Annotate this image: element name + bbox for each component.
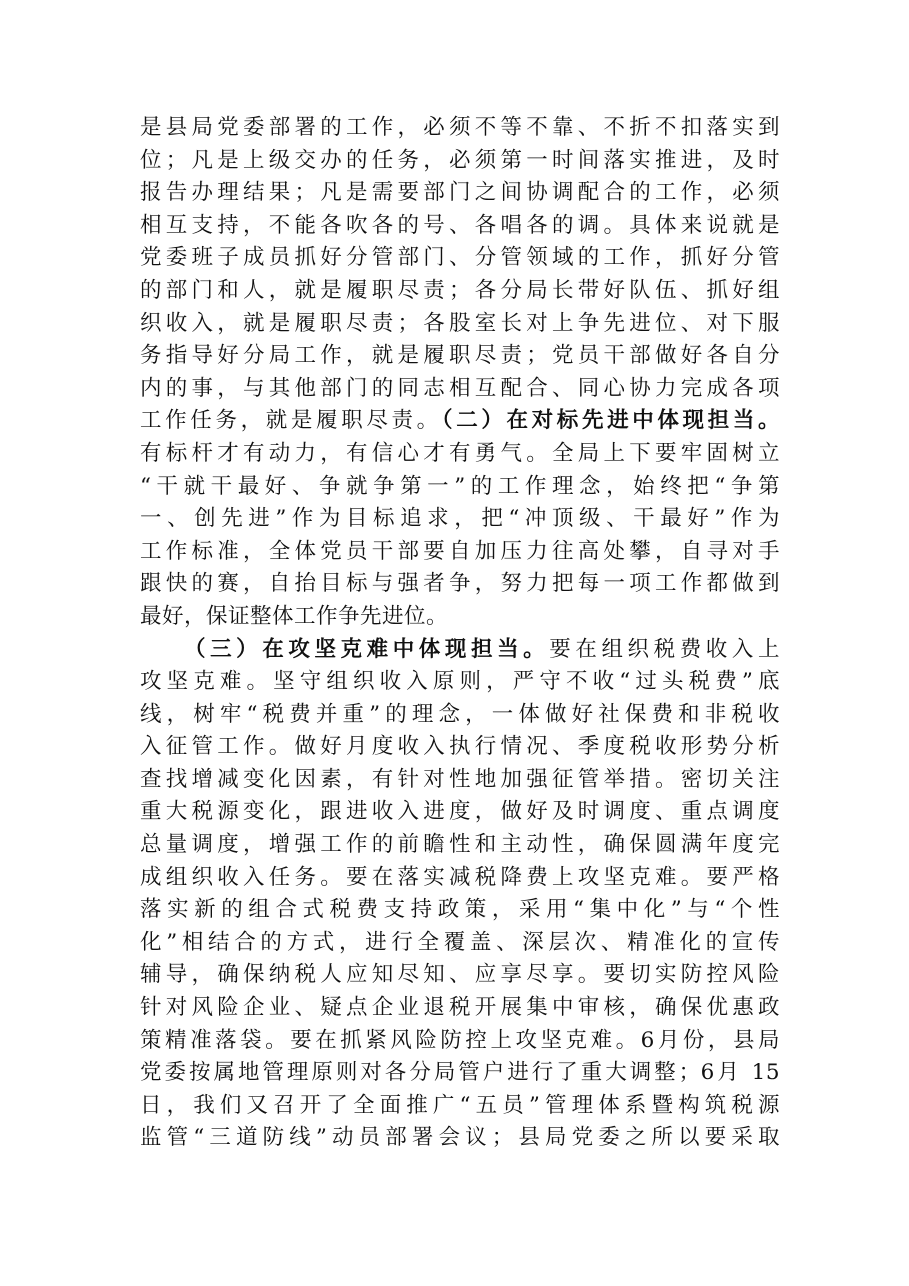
text-line [140, 275, 780, 308]
body-text-segment: 监管“三道防线”动员部署会议；县局党委之所以要采取 [140, 1125, 780, 1151]
body-text-segment: 务指导好分局工作，就是履职尽责；党员干部做好各自分 [140, 343, 780, 369]
body-text-segment: 报告办理结果；凡是需要部门之间协调配合的工作，必须 [140, 180, 780, 206]
body-text-segment: 重大税源变化，跟进收入进度，做好及时调度、重点调度 [140, 799, 780, 825]
body-text-segment: 总量调度，增强工作的前瞻性和主动性，确保圆满年度完 [140, 832, 780, 858]
text-line [140, 829, 780, 862]
text-line [140, 992, 780, 1025]
text-line [140, 959, 780, 992]
text-line [140, 1057, 780, 1090]
bold-heading-text: （三）在攻坚克难中体现担当。 [184, 636, 550, 662]
body-text-segment: 跟快的赛，自抬目标与强者争，努力把每一项工作都做到 [140, 571, 780, 597]
text-line [140, 308, 780, 341]
text-line [140, 112, 780, 145]
text-line [140, 666, 780, 699]
body-text-segment: 位；凡是上级交办的任务，必须第一时间落实推进，及时 [140, 147, 780, 173]
text-line [140, 601, 780, 634]
body-text-segment: 日，我们又召开了全面推广“五员”管理体系暨构筑税源 [140, 1092, 780, 1118]
body-text-segment: 针对风险企业、疑点企业退税开展集中审核，确保优惠政 [140, 995, 780, 1021]
body-text-segment: 成组织收入任务。要在落实减税降费上攻坚克难。要严格 [140, 864, 780, 890]
body-text-segment: 工作任务，就是履职尽责。 [140, 408, 442, 434]
text-line [140, 1122, 780, 1155]
body-text-segment: 织收入，就是履职尽责；各股室长对上争先进位、对下服 [140, 310, 780, 336]
text-line [140, 699, 780, 732]
body-text-segment: 党委按属地管理原则对各分局管户进行了重大调整；6月 15 [140, 1060, 780, 1086]
text-line [140, 568, 780, 601]
body-text-segment: 线，树牢“税费并重”的理念，一体做好社保费和非税收 [140, 701, 780, 727]
text-line [140, 796, 780, 829]
body-text-segment: 的部门和人，就是履职尽责；各分局长带好队伍、抓好组 [140, 277, 780, 303]
body-text [140, 112, 780, 1155]
body-text-segment: 要在组织税费收入上 [549, 636, 780, 662]
text-line [140, 242, 780, 275]
text-line [140, 405, 780, 438]
bold-heading-text: （二）在对标先进中体现担当。 [441, 408, 780, 434]
body-text-segment: 辅导，确保纳税人应知尽知、应享尽享。要切实防控风险 [140, 962, 780, 988]
body-text-segment: 工作标准，全体党员干部要自加压力往高处攀，自寻对手 [140, 538, 780, 564]
body-text-segment: 是县局党委部署的工作，必须不等不靠、不折不扣落实到 [140, 115, 780, 140]
body-text-segment: 查找增减变化因素，有针对性地加强征管举措。密切关注 [140, 766, 780, 792]
body-text-segment: 攻坚克难。坚守组织收入原则，严守不收“过头税费”底 [140, 669, 780, 695]
text-line [140, 471, 780, 504]
text-line [140, 764, 780, 797]
text-line [140, 438, 780, 471]
text-line [140, 177, 780, 210]
body-text-segment: 入征管工作。做好月度收入执行情况、季度税收形势分析 [140, 734, 780, 760]
text-line [140, 1025, 780, 1058]
text-line [140, 340, 780, 373]
body-text-segment: “干就干最好、争就争第一”的工作理念，始终把“争第 [140, 473, 780, 499]
text-line [140, 862, 780, 895]
body-text-segment: 化”相结合的方式，进行全覆盖、深层次、精准化的宣传 [140, 929, 780, 955]
body-text-segment: 策精准落袋。要在抓紧风险防控上攻坚克难。6月份，县局 [140, 1027, 780, 1053]
body-text-segment: 一、创先进”作为目标追求，把“冲顶级、干最好”作为 [140, 506, 780, 532]
text-line [140, 536, 780, 569]
text-line [140, 1090, 780, 1123]
text-line [140, 634, 780, 667]
text-line [140, 927, 780, 960]
body-text-segment: 党委班子成员抓好分管部门、分管领域的工作，抓好分管 [140, 245, 780, 271]
text-line [140, 373, 780, 406]
body-text-segment: 最好，保证整体工作争先进位。 [140, 603, 449, 629]
body-text-segment: 相互支持，不能各吹各的号、各唱各的调。具体来说就是 [140, 212, 780, 238]
body-text-segment: 有标杆才有动力，有信心才有勇气。全局上下要牢固树立 [140, 440, 780, 466]
text-line [140, 503, 780, 536]
text-line [140, 894, 780, 927]
text-line [140, 731, 780, 764]
body-text-segment: 落实新的组合式税费支持政策，采用“集中化”与“个性 [140, 897, 780, 923]
text-line [140, 210, 780, 243]
body-text-segment: 内的事，与其他部门的同志相互配合、同心协力完成各项 [140, 375, 780, 401]
text-line [140, 145, 780, 178]
